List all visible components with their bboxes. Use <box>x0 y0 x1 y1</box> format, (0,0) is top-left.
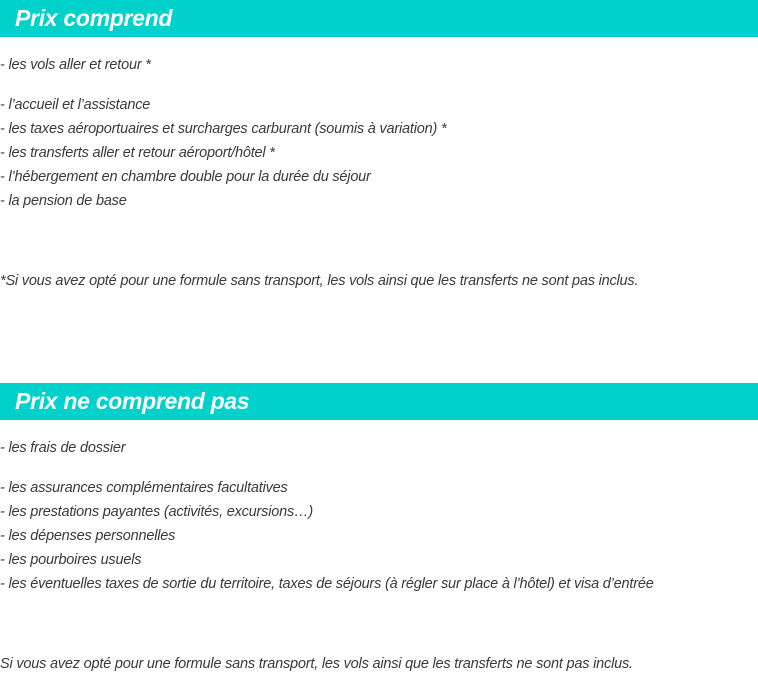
included-note: *Si vous avez opté pour une formule sans transport, les vols ainsi que les transferts ne sont pas inclus. <box>0 273 639 289</box>
not-included-note: Si vous avez opté pour une formule sans transport, les vols ainsi que les transferts ne sont pas inclus. <box>0 656 633 672</box>
not-included-item: - les frais de dossier <box>0 440 126 456</box>
section-header-included: Prix comprend <box>0 0 758 37</box>
included-item: - les taxes aéroportuaires et surcharges carburant (soumis à variation) * <box>0 121 447 137</box>
included-item: - les transferts aller et retour aéroport/hôtel * <box>0 145 275 161</box>
not-included-item: - les assurances complémentaires facultatives <box>0 480 288 496</box>
included-item: - les vols aller et retour * <box>0 57 151 73</box>
not-included-item: - les pourboires usuels <box>0 552 142 568</box>
included-item: - l’hébergement en chambre double pour la durée du séjour <box>0 169 371 185</box>
section-header-not-included: Prix ne comprend pas <box>0 383 758 420</box>
included-item: - l’accueil et l’assistance <box>0 97 151 113</box>
not-included-item: - les éventuelles taxes de sortie du territoire, taxes de séjours (à régler sur place à l’hôtel) et visa d’entrée <box>0 576 654 592</box>
not-included-item: - les dépenses personnelles <box>0 528 176 544</box>
included-item: - la pension de base <box>0 193 127 209</box>
not-included-item: - les prestations payantes (activités, excursions…) <box>0 504 313 520</box>
